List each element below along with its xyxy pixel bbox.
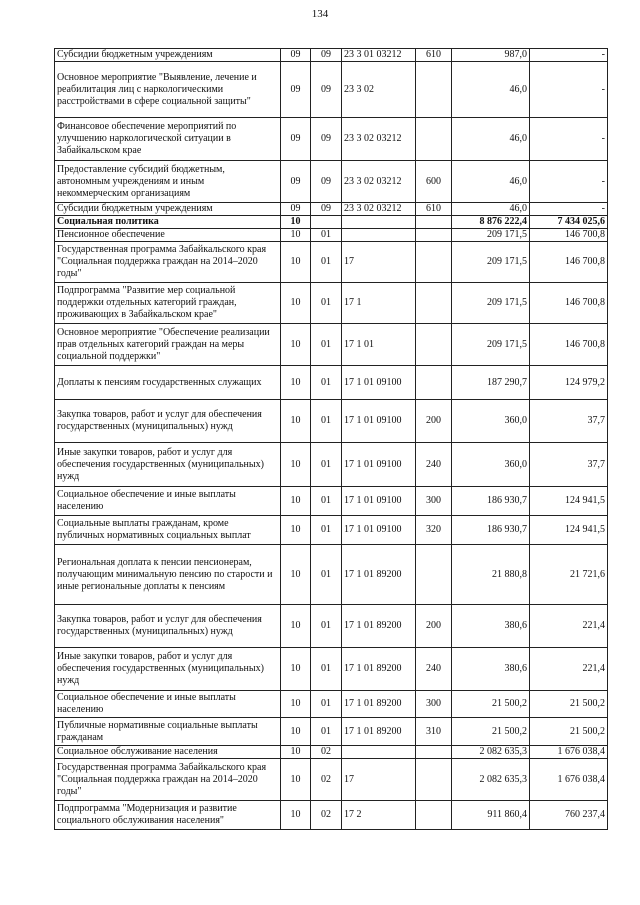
subsection-code-cell: 01 [311, 229, 342, 242]
amount-year2-cell: 146 700,8 [530, 229, 608, 242]
table-row [55, 62, 608, 118]
amount-year2-cell: - [530, 49, 608, 62]
amount-year1-cell: 911 860,4 [452, 801, 530, 830]
amount-year1-cell: 360,0 [452, 400, 530, 443]
table-row [55, 118, 608, 161]
section-code-cell: 10 [281, 605, 311, 648]
section-code-cell: 10 [281, 746, 311, 759]
amount-year1-cell: 209 171,5 [452, 242, 530, 283]
table-row [55, 746, 608, 759]
amount-year1-cell: 380,6 [452, 648, 530, 691]
row-name-cell: Субсидии бюджетным учреждениям [55, 49, 281, 62]
expense-type-cell: 200 [416, 605, 452, 648]
amount-year1-cell: 8 876 222,4 [452, 216, 530, 229]
amount-year2-cell: 221,4 [530, 605, 608, 648]
table-row [55, 283, 608, 324]
amount-year2-cell: 37,7 [530, 443, 608, 487]
amount-year2-cell: 124 941,5 [530, 487, 608, 516]
section-code-cell: 10 [281, 691, 311, 718]
row-name-cell: Социальные выплаты гражданам, кроме публичных нормативных социальных выплат [55, 516, 281, 545]
target-article-cell: 17 1 01 89200 [342, 648, 416, 691]
amount-year2-cell: 21 721,6 [530, 545, 608, 605]
amount-year2-cell: - [530, 203, 608, 216]
row-name-cell: Социальное обеспечение и иные выплаты населению [55, 691, 281, 718]
target-article-cell: 23 3 02 [342, 62, 416, 118]
target-article-cell: 23 3 01 03212 [342, 49, 416, 62]
table-row [55, 691, 608, 718]
amount-year1-cell: 21 880,8 [452, 545, 530, 605]
page-number: 134 [311, 8, 329, 20]
row-name-cell: Предоставление субсидий бюджетным, автономным учреждениям и иным некоммерческим организациям [55, 161, 281, 203]
expense-type-cell [416, 216, 452, 229]
subsection-code-cell: 01 [311, 648, 342, 691]
section-code-cell: 10 [281, 443, 311, 487]
subsection-code-cell: 09 [311, 62, 342, 118]
subsection-code-cell: 01 [311, 516, 342, 545]
row-name-cell: Социальное обеспечение и иные выплаты населению [55, 487, 281, 516]
target-article-cell: 17 1 01 89200 [342, 545, 416, 605]
expense-type-cell: 600 [416, 161, 452, 203]
expense-type-cell [416, 242, 452, 283]
expense-type-cell: 300 [416, 691, 452, 718]
amount-year1-cell: 21 500,2 [452, 718, 530, 746]
target-article-cell: 17 1 01 [342, 324, 416, 366]
target-article-cell: 17 [342, 242, 416, 283]
table-body [55, 49, 608, 830]
row-name-cell: Закупка товаров, работ и услуг для обеспечения государственных (муниципальных) нужд [55, 605, 281, 648]
table-row [55, 216, 608, 229]
target-article-cell: 17 1 01 89200 [342, 691, 416, 718]
expense-type-cell [416, 545, 452, 605]
target-article-cell [342, 746, 416, 759]
amount-year1-cell: 46,0 [452, 203, 530, 216]
row-name-cell: Основное мероприятие "Обеспечение реализации прав отдельных категорий граждан на меры социальной поддержки" [55, 324, 281, 366]
target-article-cell: 17 1 01 09100 [342, 366, 416, 400]
row-name-cell: Подпрограмма "Модернизация и развитие социального обслуживания населения" [55, 801, 281, 830]
section-code-cell: 09 [281, 161, 311, 203]
amount-year2-cell: 21 500,2 [530, 691, 608, 718]
amount-year2-cell: 7 434 025,6 [530, 216, 608, 229]
budget-table [54, 48, 608, 830]
subsection-code-cell: 01 [311, 718, 342, 746]
section-code-cell: 10 [281, 242, 311, 283]
section-code-cell: 10 [281, 400, 311, 443]
row-name-cell: Региональная доплата к пенсии пенсионерам, получающим минимальную пенсию по старости и иные региональные доплаты к пенсиям [55, 545, 281, 605]
subsection-code-cell: 09 [311, 203, 342, 216]
row-name-cell: Субсидии бюджетным учреждениям [55, 203, 281, 216]
row-name-cell: Иные закупки товаров, работ и услуг для обеспечения государственных (муниципальных) нужд [55, 443, 281, 487]
amount-year2-cell: 124 979,2 [530, 366, 608, 400]
row-name-cell: Финансовое обеспечение мероприятий по улучшению наркологической ситуации в Забайкальском крае [55, 118, 281, 161]
amount-year2-cell: 221,4 [530, 648, 608, 691]
section-code-cell: 10 [281, 648, 311, 691]
subsection-code-cell: 01 [311, 545, 342, 605]
amount-year2-cell: - [530, 118, 608, 161]
section-code-cell: 10 [281, 216, 311, 229]
table-row [55, 516, 608, 545]
expense-type-cell [416, 324, 452, 366]
expense-type-cell [416, 759, 452, 801]
amount-year1-cell: 46,0 [452, 161, 530, 203]
section-code-cell: 10 [281, 545, 311, 605]
table-row [55, 759, 608, 801]
table-row [55, 229, 608, 242]
target-article-cell: 17 1 01 89200 [342, 718, 416, 746]
amount-year2-cell: 1 676 038,4 [530, 759, 608, 801]
table-row [55, 605, 608, 648]
target-article-cell: 23 3 02 03212 [342, 161, 416, 203]
amount-year1-cell: 360,0 [452, 443, 530, 487]
subsection-code-cell: 01 [311, 691, 342, 718]
section-code-cell: 10 [281, 759, 311, 801]
section-code-cell: 10 [281, 366, 311, 400]
row-name-cell: Пенсионное обеспечение [55, 229, 281, 242]
target-article-cell: 17 1 01 89200 [342, 605, 416, 648]
table-row [55, 203, 608, 216]
subsection-code-cell: 02 [311, 801, 342, 830]
target-article-cell [342, 229, 416, 242]
row-name-cell: Государственная программа Забайкальского края "Социальная поддержка граждан на 2014–2020 годы" [55, 759, 281, 801]
amount-year1-cell: 209 171,5 [452, 324, 530, 366]
table-row [55, 545, 608, 605]
amount-year2-cell: 37,7 [530, 400, 608, 443]
row-name-cell: Основное мероприятие "Выявление, лечение и реабилитация лиц с наркологическими расстройствами в сфере социальной защиты" [55, 62, 281, 118]
target-article-cell: 23 3 02 03212 [342, 203, 416, 216]
table-row [55, 324, 608, 366]
subsection-code-cell: 09 [311, 49, 342, 62]
section-code-cell: 10 [281, 229, 311, 242]
amount-year2-cell: 146 700,8 [530, 324, 608, 366]
row-name-cell: Социальная политика [55, 216, 281, 229]
expense-type-cell: 200 [416, 400, 452, 443]
expense-type-cell [416, 746, 452, 759]
amount-year1-cell: 209 171,5 [452, 283, 530, 324]
expense-type-cell [416, 366, 452, 400]
target-article-cell: 23 3 02 03212 [342, 118, 416, 161]
row-name-cell: Закупка товаров, работ и услуг для обеспечения государственных (муниципальных) нужд [55, 400, 281, 443]
table-row [55, 242, 608, 283]
subsection-code-cell: 01 [311, 324, 342, 366]
amount-year1-cell: 187 290,7 [452, 366, 530, 400]
subsection-code-cell: 01 [311, 242, 342, 283]
section-code-cell: 10 [281, 283, 311, 324]
subsection-code-cell: 09 [311, 118, 342, 161]
expense-type-cell: 300 [416, 487, 452, 516]
table-row [55, 400, 608, 443]
expense-type-cell [416, 62, 452, 118]
section-code-cell: 09 [281, 49, 311, 62]
table-row [55, 366, 608, 400]
amount-year2-cell: 760 237,4 [530, 801, 608, 830]
amount-year1-cell: 186 930,7 [452, 487, 530, 516]
section-code-cell: 10 [281, 324, 311, 366]
row-name-cell: Подпрограмма "Развитие мер социальной поддержки отдельных категорий граждан, проживающих в Забайкальском крае" [55, 283, 281, 324]
section-code-cell: 09 [281, 203, 311, 216]
amount-year1-cell: 46,0 [452, 118, 530, 161]
amount-year2-cell: 21 500,2 [530, 718, 608, 746]
subsection-code-cell: 01 [311, 283, 342, 324]
amount-year2-cell: 146 700,8 [530, 283, 608, 324]
table-row [55, 648, 608, 691]
subsection-code-cell: 09 [311, 161, 342, 203]
expense-type-cell: 610 [416, 49, 452, 62]
section-code-cell: 09 [281, 118, 311, 161]
table-row [55, 718, 608, 746]
target-article-cell: 17 1 01 09100 [342, 487, 416, 516]
subsection-code-cell [311, 216, 342, 229]
subsection-code-cell: 02 [311, 746, 342, 759]
subsection-code-cell: 02 [311, 759, 342, 801]
amount-year2-cell: 1 676 038,4 [530, 746, 608, 759]
row-name-cell: Социальное обслуживание населения [55, 746, 281, 759]
expense-type-cell: 610 [416, 203, 452, 216]
target-article-cell: 17 1 01 09100 [342, 400, 416, 443]
table-row [55, 49, 608, 62]
subsection-code-cell: 01 [311, 400, 342, 443]
expense-type-cell [416, 229, 452, 242]
target-article-cell: 17 1 [342, 283, 416, 324]
expense-type-cell: 240 [416, 648, 452, 691]
target-article-cell: 17 1 01 09100 [342, 516, 416, 545]
amount-year1-cell: 186 930,7 [452, 516, 530, 545]
expense-type-cell: 310 [416, 718, 452, 746]
expense-type-cell: 240 [416, 443, 452, 487]
table-row [55, 801, 608, 830]
amount-year1-cell: 21 500,2 [452, 691, 530, 718]
row-name-cell: Публичные нормативные социальные выплаты гражданам [55, 718, 281, 746]
subsection-code-cell: 01 [311, 366, 342, 400]
amount-year2-cell: 124 941,5 [530, 516, 608, 545]
expense-type-cell: 320 [416, 516, 452, 545]
target-article-cell: 17 1 01 09100 [342, 443, 416, 487]
target-article-cell: 17 [342, 759, 416, 801]
amount-year1-cell: 987,0 [452, 49, 530, 62]
expense-type-cell [416, 118, 452, 161]
amount-year2-cell: 146 700,8 [530, 242, 608, 283]
amount-year2-cell: - [530, 161, 608, 203]
amount-year2-cell: - [530, 62, 608, 118]
table-row [55, 443, 608, 487]
row-name-cell: Иные закупки товаров, работ и услуг для обеспечения государственных (муниципальных) нужд [55, 648, 281, 691]
target-article-cell: 17 2 [342, 801, 416, 830]
section-code-cell: 10 [281, 487, 311, 516]
amount-year1-cell: 46,0 [452, 62, 530, 118]
table-row [55, 487, 608, 516]
section-code-cell: 10 [281, 718, 311, 746]
expense-type-cell [416, 283, 452, 324]
section-code-cell: 09 [281, 62, 311, 118]
row-name-cell: Доплаты к пенсиям государственных служащих [55, 366, 281, 400]
table-row [55, 161, 608, 203]
amount-year1-cell: 2 082 635,3 [452, 759, 530, 801]
row-name-cell: Государственная программа Забайкальского края "Социальная поддержка граждан на 2014–2020 годы" [55, 242, 281, 283]
amount-year1-cell: 2 082 635,3 [452, 746, 530, 759]
expense-type-cell [416, 801, 452, 830]
subsection-code-cell: 01 [311, 605, 342, 648]
target-article-cell [342, 216, 416, 229]
amount-year1-cell: 380,6 [452, 605, 530, 648]
amount-year1-cell: 209 171,5 [452, 229, 530, 242]
section-code-cell: 10 [281, 516, 311, 545]
section-code-cell: 10 [281, 801, 311, 830]
subsection-code-cell: 01 [311, 443, 342, 487]
subsection-code-cell: 01 [311, 487, 342, 516]
